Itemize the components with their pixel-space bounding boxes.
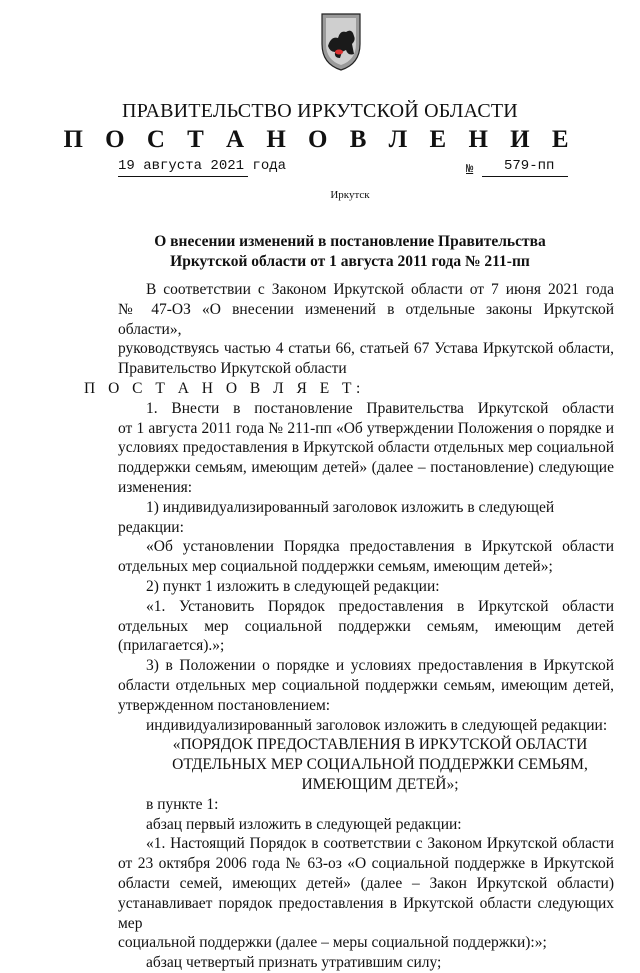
preamble-line: руководствуясь частью 4 статьи 66, статьей 67 Устава Иркутской области, <box>118 340 614 358</box>
number-underline <box>482 176 568 177</box>
resolves-heading: П О С Т А Н О В Л Я Е Т: <box>84 379 365 397</box>
subitem-line: области отдельных мер социальной поддержки семьям, имеющим детей, <box>118 676 614 694</box>
item-line: от 1 августа 2011 года № 211-пп «Об утверждении Положения о порядке и <box>118 419 614 437</box>
item-line: изменения: <box>118 478 193 496</box>
document-type: П О С Т А Н О В Л Е Н И Е <box>63 126 577 153</box>
subitem-line: «Об установлении Порядка предоставления в Иркутской области <box>146 538 614 556</box>
subitem-line: 3) в Положении о порядке и условиях предоставления в Иркутской <box>146 657 614 675</box>
city: Иркутск <box>330 189 370 201</box>
subitem-line: в пункте 1: <box>146 795 219 813</box>
caps-title-line: ИМЕЮЩИМ ДЕТЕЙ»; <box>301 775 459 793</box>
government-title: ПРАВИТЕЛЬСТВО ИРКУТСКОЙ ОБЛАСТИ <box>122 100 518 122</box>
subitem-line: социальной поддержки (далее – меры социальной поддержки):»; <box>118 934 547 952</box>
subject-line: Иркутской области от 1 августа 2011 года № 211-пп <box>170 253 530 270</box>
preamble-line: В соответствии с Законом Иркутской области от 7 июня 2021 года <box>146 281 614 298</box>
item-line: поддержки семьям, имеющим детей» (далее – постановление) следующие <box>118 459 614 477</box>
number-text: 579-пп <box>504 158 555 174</box>
subitem-line: устанавливает порядок предоставления в Иркутской области следующих мер <box>118 894 614 932</box>
date-underline <box>118 176 248 177</box>
item-line: условиях предоставления в Иркутской области отдельных мер социальной <box>118 439 614 457</box>
document-body <box>84 280 614 973</box>
subitem-line: отдельных мер социальной поддержки семьям, имеющим детей»; <box>118 558 553 576</box>
document-date <box>118 158 287 174</box>
caps-title-line: «ПОРЯДОК ПРЕДОСТАВЛЕНИЯ В ИРКУТСКОЙ ОБЛАСТИ <box>172 736 588 754</box>
document-number <box>482 158 568 174</box>
subitem-line: 2) пункт 1 изложить в следующей редакции: <box>146 577 440 595</box>
caps-title-line: ОТДЕЛЬНЫХ МЕР СОЦИАЛЬНОЙ ПОДДЕРЖКИ СЕМЬЯМ, <box>172 756 588 774</box>
subitem-line: 1) индивидуализированный заголовок изложить в следующей редакции: <box>118 498 555 536</box>
document-subject <box>60 232 640 272</box>
number-label: № <box>466 162 474 176</box>
subitem-line: области семей, имеющих детей» (далее – Закон Иркутской области) <box>118 874 614 892</box>
date-text: 19 августа 2021 года <box>118 158 287 174</box>
subitem-line: от 23 октября 2006 года № 63-оз «О социальной поддержке в Иркутской <box>118 855 614 873</box>
item-line: 1. Внести в постановление Правительства Иркутской области <box>146 399 614 417</box>
subitem-line: (прилагается).»; <box>118 637 225 655</box>
subitem-line: «1. Установить Порядок предоставления в Иркутской области <box>146 597 614 615</box>
subitem-line: утвержденном постановлением: <box>118 696 331 714</box>
subitem-line: индивидуализированный заголовок изложить в следующей редакции: <box>146 716 608 734</box>
subitem-line: абзац четвертый признать утратившим силу; <box>146 954 442 972</box>
subitem-line: абзац первый изложить в следующей редакции: <box>146 815 462 833</box>
subitem-line: отдельных мер социальной поддержки семьям, имеющим детей <box>118 617 614 635</box>
irkutsk-coat-of-arms-icon <box>318 10 364 72</box>
subject-line: О внесении изменений в постановление Правительства <box>154 233 546 250</box>
preamble-line: № 47-ОЗ «О внесении изменений в отдельные законы Иркутской области», <box>118 300 614 338</box>
subitem-line: «1. Настоящий Порядок в соответствии с Законом Иркутской области <box>146 835 614 853</box>
preamble-line: Правительство Иркутской области <box>118 360 347 378</box>
